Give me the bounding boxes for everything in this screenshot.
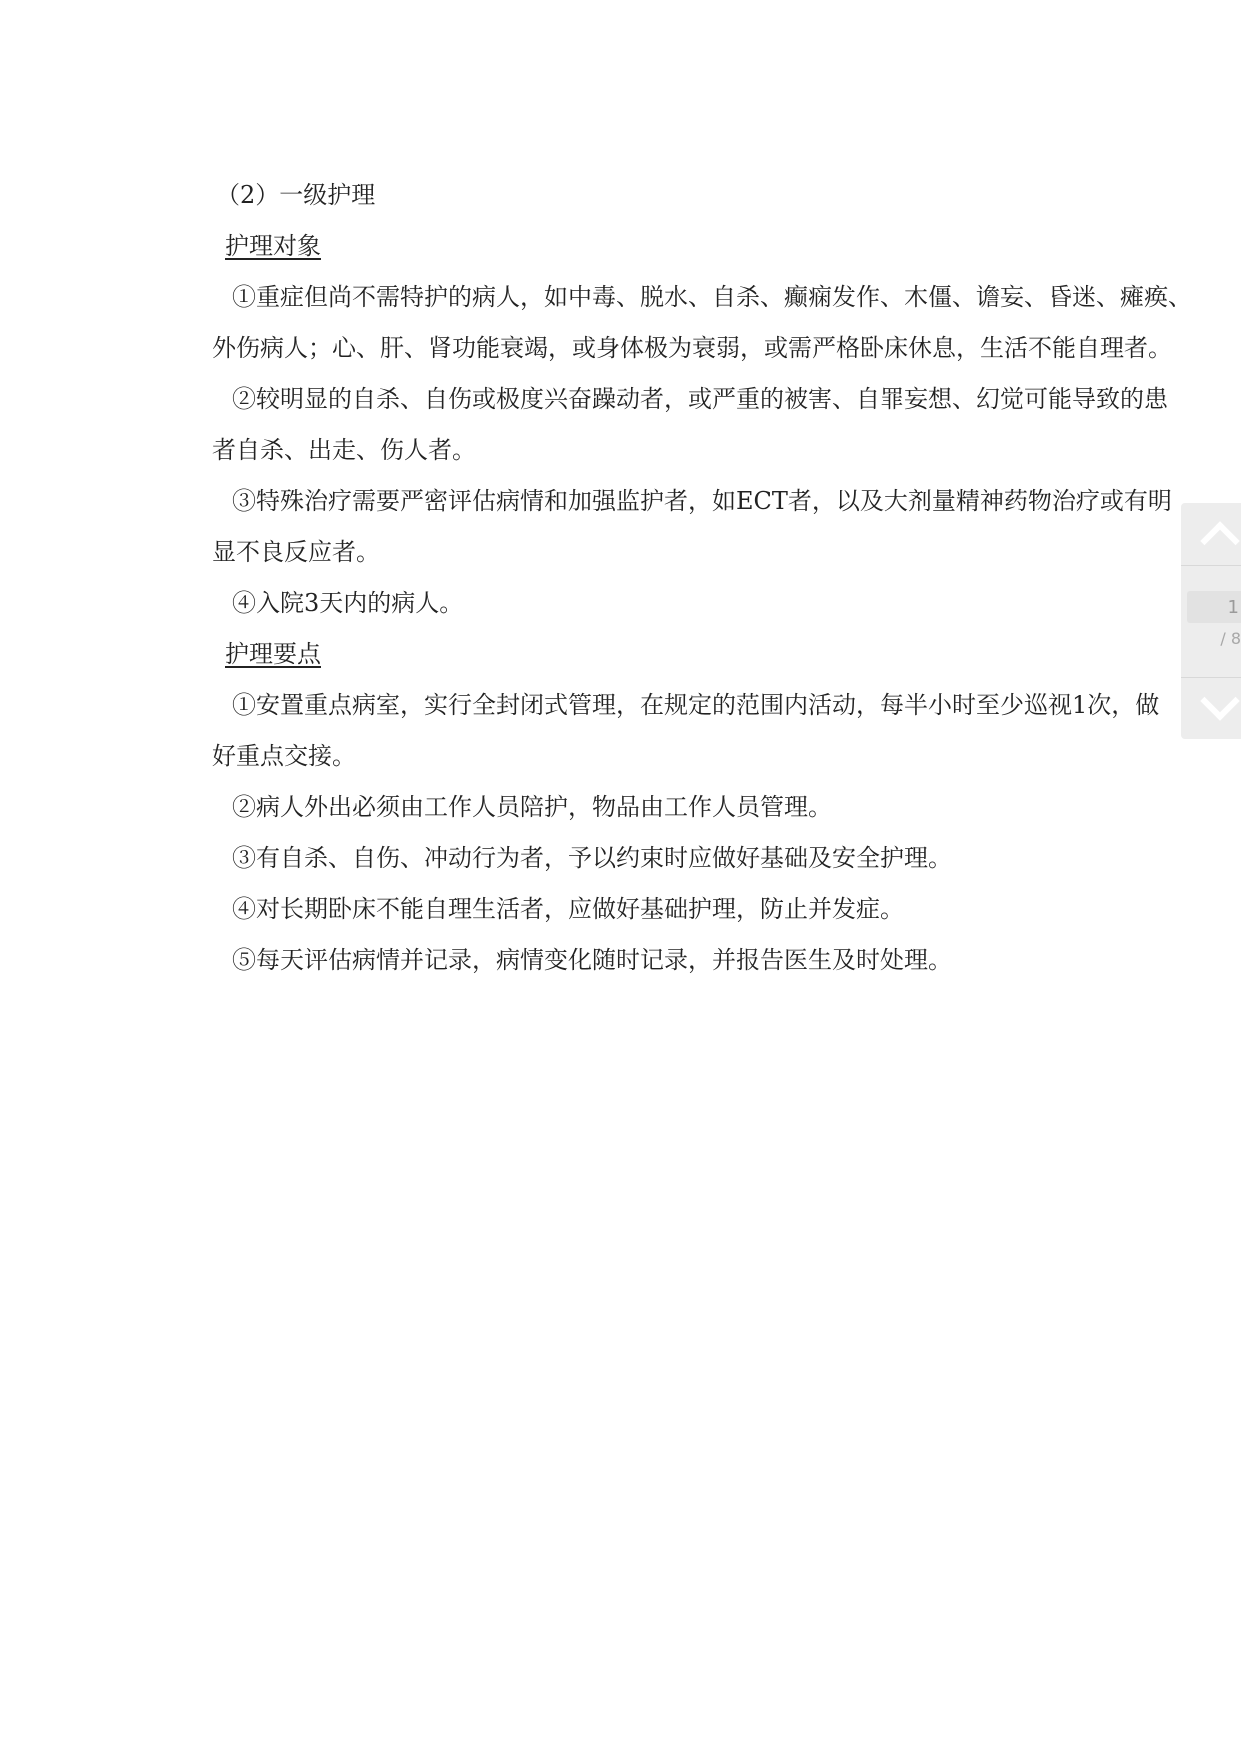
paragraph-line: ②较明显的自杀、自伤或极度兴奋躁动者，或严重的被害、自罪妄想、幻觉可能导致的患	[232, 385, 1168, 413]
subsection-heading-text: 护理对象	[225, 232, 321, 260]
next-page-button[interactable]	[1181, 677, 1241, 739]
chevron-up-icon	[1200, 521, 1240, 561]
paragraph-line: ②病人外出必须由工作人员陪护，物品由工作人员管理。	[232, 793, 832, 821]
paragraph-line: ④对长期卧床不能自理生活者，应做好基础护理，防止并发症。	[232, 895, 904, 923]
page-navigator	[1181, 503, 1241, 739]
paragraph-line: ③特殊治疗需要严密评估病情和加强监护者，如ECT者，以及大剂量精神药物治疗或有明	[232, 487, 1172, 515]
paragraph-line: ①重症但尚不需特护的病人，如中毒、脱水、自杀、癫痫发作、木僵、谵妄、昏迷、瘫痪、	[232, 283, 1192, 311]
previous-page-button[interactable]	[1181, 503, 1241, 565]
document-body	[212, 170, 1241, 986]
paragraph-line: 好重点交接。	[212, 742, 356, 770]
paragraph-line: 者自杀、出走、伤人者。	[212, 436, 476, 464]
page-number-input[interactable]	[1187, 591, 1241, 623]
subsection-heading-points	[212, 629, 1241, 680]
paragraph-line: ①安置重点病室，实行全封闭式管理，在规定的范围内活动，每半小时至少巡视1次，做	[232, 691, 1160, 719]
page-total-label: / 8	[1220, 629, 1241, 648]
paragraph-line: ④入院3天内的病人。	[232, 589, 464, 617]
subsection-heading-text: 护理要点	[225, 640, 321, 668]
paragraph-line: ⑤每天评估病情并记录，病情变化随时记录，并报告医生及时处理。	[232, 946, 952, 974]
paragraph-line: 外伤病人；心、肝、肾功能衰竭，或身体极为衰弱，或需严格卧床休息，生活不能自理者。	[212, 334, 1172, 362]
paragraph-line: ③有自杀、自伤、冲动行为者，予以约束时应做好基础及安全护理。	[232, 844, 952, 872]
section-title: （2）一级护理	[216, 181, 376, 209]
paragraph-line: 显不良反应者。	[212, 538, 380, 566]
chevron-down-icon	[1200, 681, 1240, 721]
subsection-heading-targets	[212, 221, 1241, 272]
divider	[1181, 565, 1241, 566]
